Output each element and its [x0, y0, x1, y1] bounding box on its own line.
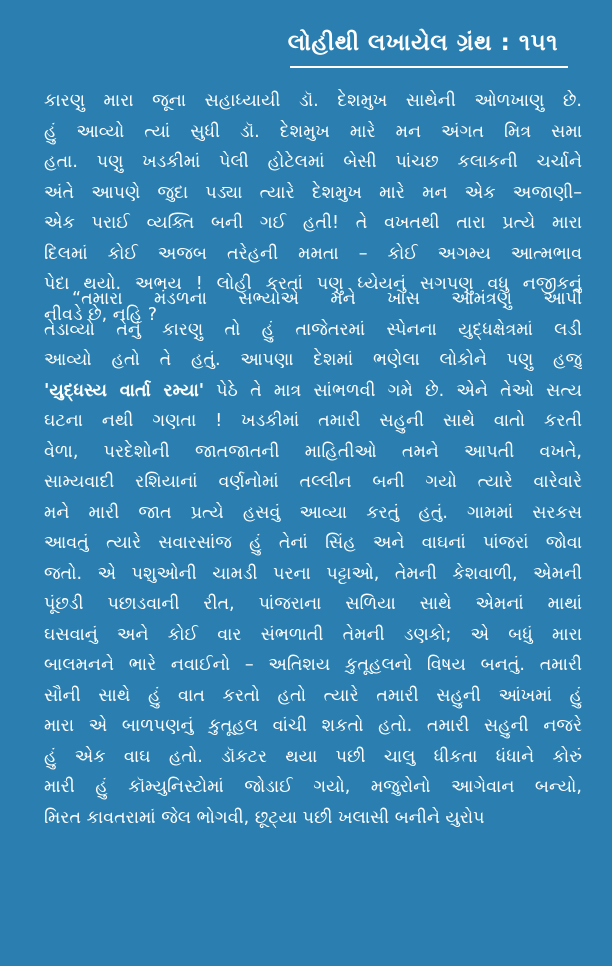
- text-line: પૂંછડી પછાડવાની રીત, પાંજરાના સળિયા સાથે એમનાં માથાં: [44, 594, 582, 614]
- header-rule: [290, 66, 568, 68]
- emphasized-phrase: 'યુદ્ધસ્ય વાર્તા રમ્યા': [44, 380, 205, 401]
- text-line: હતા. પણુ ખડકીમાં પેલી હોટેલમાં બેસી પાંચછ કલાકની ચર્ચાને: [44, 152, 582, 172]
- text-line: સૌની સાથે હું વાત કરતો હતો ત્યારે તમારી સહુની આંખમાં હું: [44, 685, 582, 706]
- text-line: ઘટના નથી ગણતા ! ખડકીમાં તમારી સહુની સાથે વાતો કરતી: [44, 411, 582, 431]
- text-line: ઘસવાનું અને કોઈ વાર સંભળાતી તેમની ડણકો; એ બધું મારા: [44, 624, 582, 645]
- text-line: હું એક વાઘ હતો. ડૉકટર થયા પછી ચાલુ ધીકતા ધંધાને કોરું: [44, 746, 582, 767]
- text-line: બાલમનને ભારે નવાઈનો – અતિશય કુતૂહલનો વિષય બનતું. તમારી: [44, 655, 582, 675]
- running-header: લોહીથી લખાયેલ ગ્રંથ : ૧૫૧: [287, 30, 558, 56]
- text-line: મારા એ બાળપણનું કુતૂહલ વાંચી શકતો હતો. તમારી સહુની નજરે: [44, 716, 582, 736]
- text-line-rest: પેઠે તે માત્ર સાંભળવી ગમે છે. એને તેઓ સત્ય: [204, 380, 582, 401]
- text-line: પેદા થયો. અભય ! લોહી કરતાં પણુ ધ્યેયનું સગપણુ વધુ નજીકનું: [44, 274, 582, 294]
- text-line: જતો. એ પશુઓની ચામડી પરના પટ્ટાઓ, તેમની કેશવાળી, એમની: [44, 563, 582, 584]
- text-line: મારી હું કૉમ્યુનિસ્ટોમાં જોડાઈ ગયો, મજુરોનો આગેવાન બન્યો,: [44, 777, 582, 797]
- text-line: આવ્યો હતો તે હતું. આપણા દેશમાં ભણેલા લોકોને પણુ હજુ: [44, 350, 582, 370]
- text-line: “તમારા મંડળના સભ્યોએ મને ખાસ આમંત્રણુ આપી: [72, 289, 582, 309]
- text-line: વેળા, પરદેશોની જાતજાતની માહિતીઓ તમને આપતી વખતે,: [44, 441, 582, 462]
- text-line: હું આવ્યો ત્યાં સુધી ડૉ. દેશમુખ મારે મન અંગત મિત્ર સમા: [44, 121, 582, 142]
- text-line-with-emphasis: [44, 376, 582, 407]
- paragraph-2: [44, 284, 582, 833]
- text-line: આવતું ત્યારે સવારસાંજ હું તેનાં સિંહ અને વાઘનાં પાંજરાં જોવા: [44, 533, 582, 553]
- text-line: દિલમાં કોઈ અજબ તરેહની મમતા – કોઈ અગમ્ય આત્મભાવ: [44, 243, 582, 264]
- text-line: મને મારી જાત પ્રત્યે હસવું આવ્યા કરતું હતું. ગામમાં સરકસ: [44, 502, 582, 523]
- text-line: એક પરાઈ વ્યક્તિ બની ગઈ હતી! તે વખતથી તારા પ્રત્યે મારા: [44, 213, 582, 233]
- text-line: નીવડે છે, નહિ ?: [44, 304, 158, 325]
- text-line: તેડાવ્યો તેનું કારણુ તો હું તાજેતરમાં સ્પેનના યુદ્ધક્ષેત્રમાં લડી: [44, 319, 582, 340]
- text-line: કારણુ મારા જૂના સહાધ્યાયી ડૉ. દેશમુખ સાથેની ઓળખાણુ છે.: [44, 91, 582, 111]
- text-line: સામ્યવાદી રશિયાનાં વર્ણનોમાં તલ્લીન બની ગયો ત્યારે વારેવારે: [44, 472, 582, 492]
- text-line: અંતે આપણે જુદા પડ્યા ત્યારે દેશમુખ મારે મન એક અજાણી–: [44, 182, 582, 203]
- text-line: મિરત કાવતરામાં જેલ ભોગવી, છૂટ્યા પછી ખલાસી બનીને યુરોપ: [44, 807, 485, 828]
